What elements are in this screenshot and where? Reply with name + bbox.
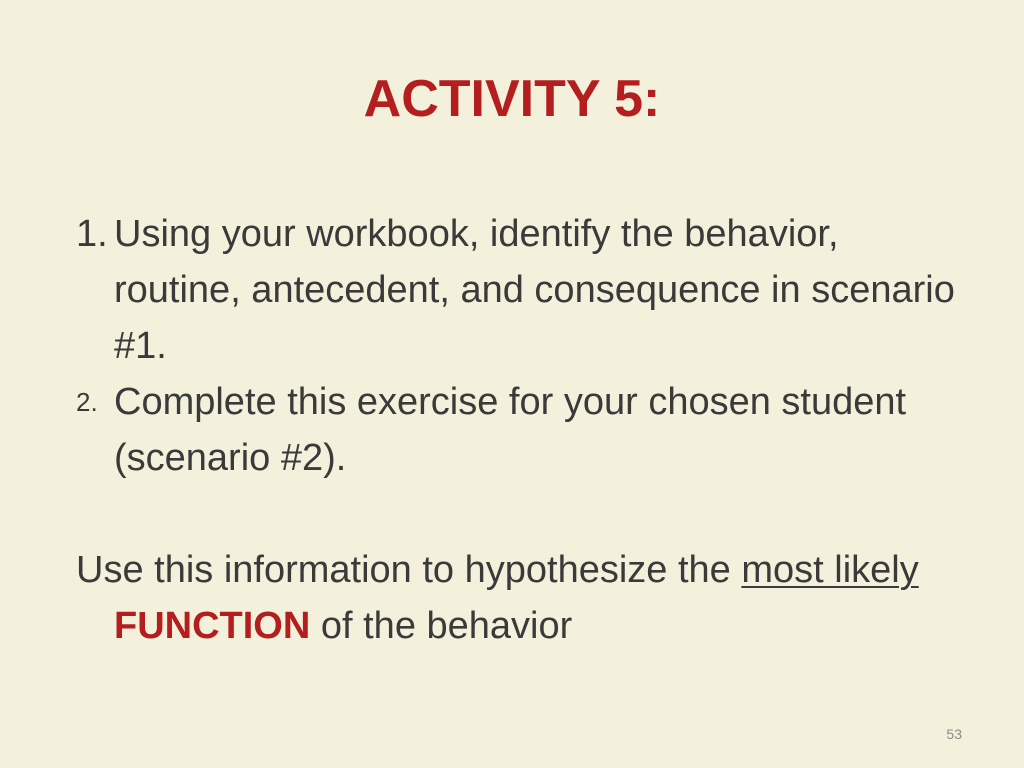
list-item-1-text: Using your workbook, identify the behavior, routine, antecedent, and consequence in scenario #1. [114, 213, 955, 367]
list-item-1 [76, 206, 956, 374]
page-number: 53 [946, 726, 962, 742]
closing-emphasis: FUNCTION [114, 605, 311, 647]
closing-suffix: of the behavior [320, 605, 573, 647]
closing-prefix: Use this information to hypothesize the [76, 549, 731, 591]
closing-paragraph [76, 542, 956, 654]
list-item-2-text: Complete this exercise for your chosen student (scenario #2). [114, 381, 907, 479]
closing-underlined: most likely [741, 549, 919, 591]
spacer [76, 486, 956, 542]
list-item-2-number: 2. [76, 387, 98, 417]
slide-body [76, 206, 956, 654]
slide-title: ACTIVITY 5: [363, 70, 661, 128]
list-item-2 [76, 374, 956, 486]
list-item-1-number: 1. [76, 213, 108, 255]
